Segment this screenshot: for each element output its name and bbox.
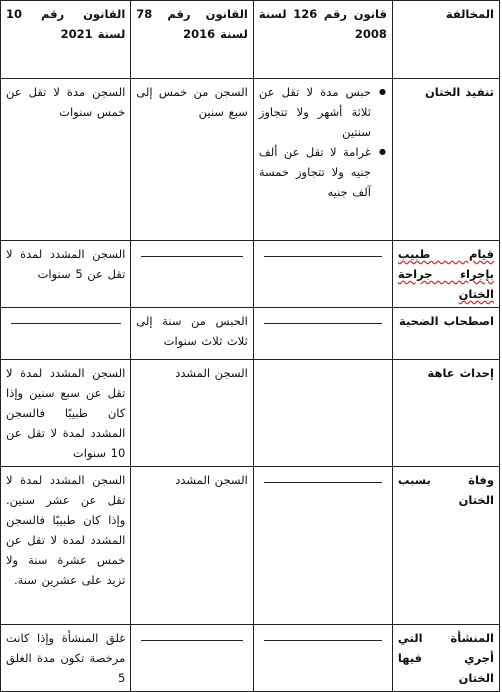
law-2008-cell [253,625,392,692]
law-2016-cell [131,241,254,308]
offense-cell: إحداث عاهة [392,360,499,467]
header-offense: المخالفة [392,1,499,79]
law-2021-cell: السجن المشدد لمدة لا تقل عن سبع سنين وإذا كان طبيبًا فالسجن المشدد لمدة لا تقل عن 10 سنوات [1,360,131,467]
header-law-2008: قانون رقم 126 لسنة 2008 [253,1,392,79]
law-2021-cell [1,308,131,360]
header-law-2021: القانون رقم 10 لسنة 2021 [1,1,131,79]
law-2016-cell: السجن المشدد [131,360,254,467]
empty-dash [264,323,382,324]
offense-cell: تنفيذ الختان [392,79,499,241]
table-row [1,79,500,241]
offense-cell [392,241,499,308]
empty-dash [264,640,382,641]
law-2008-cell [253,360,392,467]
law-2008-cell [253,79,392,241]
law-2008-cell [253,241,392,308]
table-row [1,625,500,692]
law-2016-cell: الحبس من سنة إلى ثلاث ثلاث سنوات [131,308,254,360]
table-header-row [1,1,500,79]
law-2008-cell [253,467,392,625]
law-2016-cell: السجن من خمس إلى سبع سنين [131,79,254,241]
penalty-point: ● حبس مدة لا تقل عن ثلاثة أشهر ولا تتجاوز سنتين [259,82,371,142]
table-row [1,308,500,360]
penalty-point: ● غرامة لا تقل عن ألف جنيه ولا تتجاوز خمسة آلف جنيه [259,142,371,202]
law-2021-cell: السجن المشدد لمدة لا تقل عن 5 سنوات [1,241,131,308]
empty-dash [264,482,382,483]
table-row [1,360,500,467]
offense-cell: المنشأة التي أجري فيها الختان [392,625,499,692]
law-2021-cell: غلق المنشأة وإذا كانت مرخصة تكون مدة الغلق 5 [1,625,131,692]
header-law-2016: القانون رقم 78 لسنة 2016 [131,1,254,79]
offense-text: قيام طبيب بإجراء جراحة الختان [397,247,494,301]
empty-dash [141,640,244,641]
table-row [1,241,500,308]
law-2008-cell [253,308,392,360]
offense-cell: اصطحاب الضحية [392,308,499,360]
offense-cell: وفاة بسبب الختان [392,467,499,625]
empty-dash [141,256,244,257]
table-row [1,467,500,625]
penalty-list [259,82,387,202]
law-2021-cell: السجن المشدد لمدة لا تقل عن عشر سنين. وإذا كان طبيبًا فالسجن المشدد لمدة لا تقل عن خمس عشرة سنة ولا تزيد على عشرين سنة. [1,467,131,625]
law-2021-cell: السجن مدة لا تقل عن خمس سنوات [1,79,131,241]
law-2016-cell: السجن المشدد [131,467,254,625]
empty-dash [264,256,382,257]
law-2016-cell [131,625,254,692]
empty-dash [11,323,121,324]
